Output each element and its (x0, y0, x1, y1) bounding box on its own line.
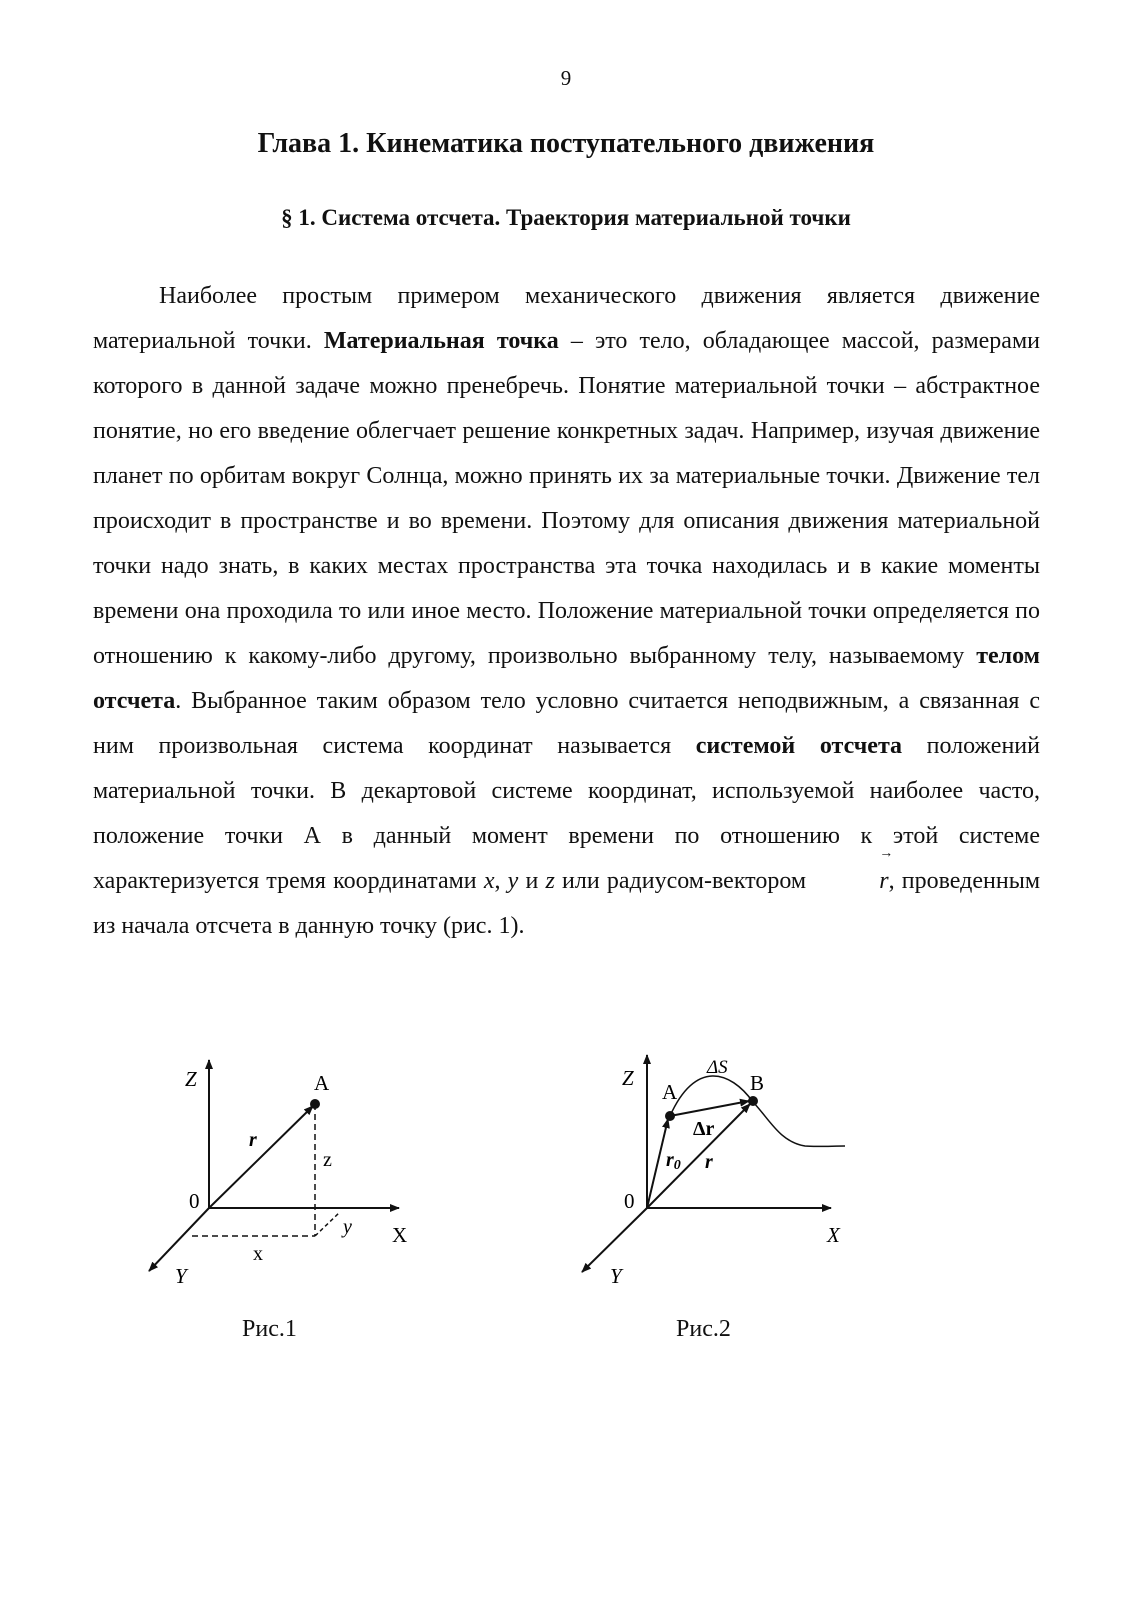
paragraph-text: . Выбранное таким образом тело условно считается неподвижным, а связанная с ним произвольная система координат называется (93, 688, 1040, 759)
point-b-dot (748, 1096, 758, 1106)
section-title: § 1. Система отсчета. Траектория материальной точки (281, 205, 851, 230)
axis-y-label: Y (175, 1264, 187, 1288)
conjunction: и (518, 868, 546, 894)
term-material-point: Материальная точка (323, 328, 559, 354)
projection-y-line (315, 1212, 340, 1236)
chapter-title: Глава 1. Кинематика поступательного движения (257, 128, 875, 159)
point-a-label: A (662, 1080, 678, 1104)
point-a-label: A (314, 1071, 330, 1095)
paragraph-text: Наиболее простым примером механического движения является движение материальной точки. (93, 283, 1040, 354)
paragraph-text: – это тело, обладающее массой, размерами которого в данной задаче можно пренебречь. Понятие материальной точки – абстрактное понятие, но его введение облегчает решение конкретных задач. Например, изучая движение планет по орбитам вокруг Солнца, можно принять их за материальные точки. Движение тел происходит в пространстве и во времени. Поэтому для описания движения материальной точки надо знать, в каких местах пространства эта точка находилась и в какие моменты времени она проходила то или иное место. Положение материальной точки определяется по отношению к какому-либо другому, произвольно выбранному телу, называемому (93, 328, 1040, 669)
coord-z-label: z (323, 1149, 332, 1171)
axis-y-label: Y (610, 1264, 622, 1288)
figure-1-diagram (130, 1040, 430, 1300)
body-paragraph (93, 274, 1040, 949)
origin-label: 0 (624, 1189, 635, 1213)
vector-r-label: r (705, 1151, 713, 1173)
term-reference-frame: системой отсчета (695, 733, 903, 759)
axis-z-label: Z (622, 1066, 634, 1090)
separator: , (494, 868, 508, 894)
figure-1-caption: Рис.1 (242, 1316, 297, 1342)
displacement-label: Δr (693, 1118, 715, 1140)
origin-label: 0 (189, 1189, 200, 1213)
coord-x-label: x (253, 1243, 263, 1265)
paragraph-text: положений материальной точки. В декартовой системе координат, используемой наиболее часто, положение точки А в данный момент времени по отношению к этой системе характеризуется тремя координатами (93, 733, 1040, 894)
displacement-line (670, 1101, 749, 1116)
vector-r0-label (666, 1149, 681, 1173)
vector-r0-line (647, 1119, 668, 1208)
paragraph-text: , проведенным из начала отсчета в данную точку (рис. 1). (93, 868, 1041, 939)
radius-vector-line (209, 1106, 313, 1208)
vector-r0-subscript: 0 (673, 1158, 681, 1173)
coord-y-label: y (343, 1216, 352, 1238)
coord-x: x (483, 868, 495, 894)
radius-vector (813, 846, 894, 904)
axis-x-label: X (392, 1223, 408, 1247)
point-a-dot (665, 1111, 675, 1121)
vector-r-label: r (249, 1129, 257, 1151)
point-a-dot (310, 1099, 320, 1109)
radius-vector-letter: r (879, 868, 889, 894)
axis-x-label: X (827, 1223, 840, 1247)
y-axis (582, 1208, 647, 1272)
vector-r0-letter: r (666, 1149, 674, 1171)
arc-length-label: ΔS (707, 1057, 728, 1078)
y-axis (149, 1208, 209, 1271)
vector-arrow-icon: → (879, 846, 894, 861)
coord-y: y (507, 868, 519, 894)
page-number: 9 (560, 66, 572, 90)
figure-2-caption: Рис.2 (676, 1316, 731, 1342)
paragraph-text: или радиусом-вектором (554, 868, 814, 894)
axis-z-label: Z (185, 1067, 197, 1091)
coord-z: z (545, 868, 555, 894)
point-b-label: B (750, 1071, 765, 1095)
figure-2-diagram (565, 1040, 865, 1300)
term-reference-body: телом отсчета (93, 643, 1040, 714)
